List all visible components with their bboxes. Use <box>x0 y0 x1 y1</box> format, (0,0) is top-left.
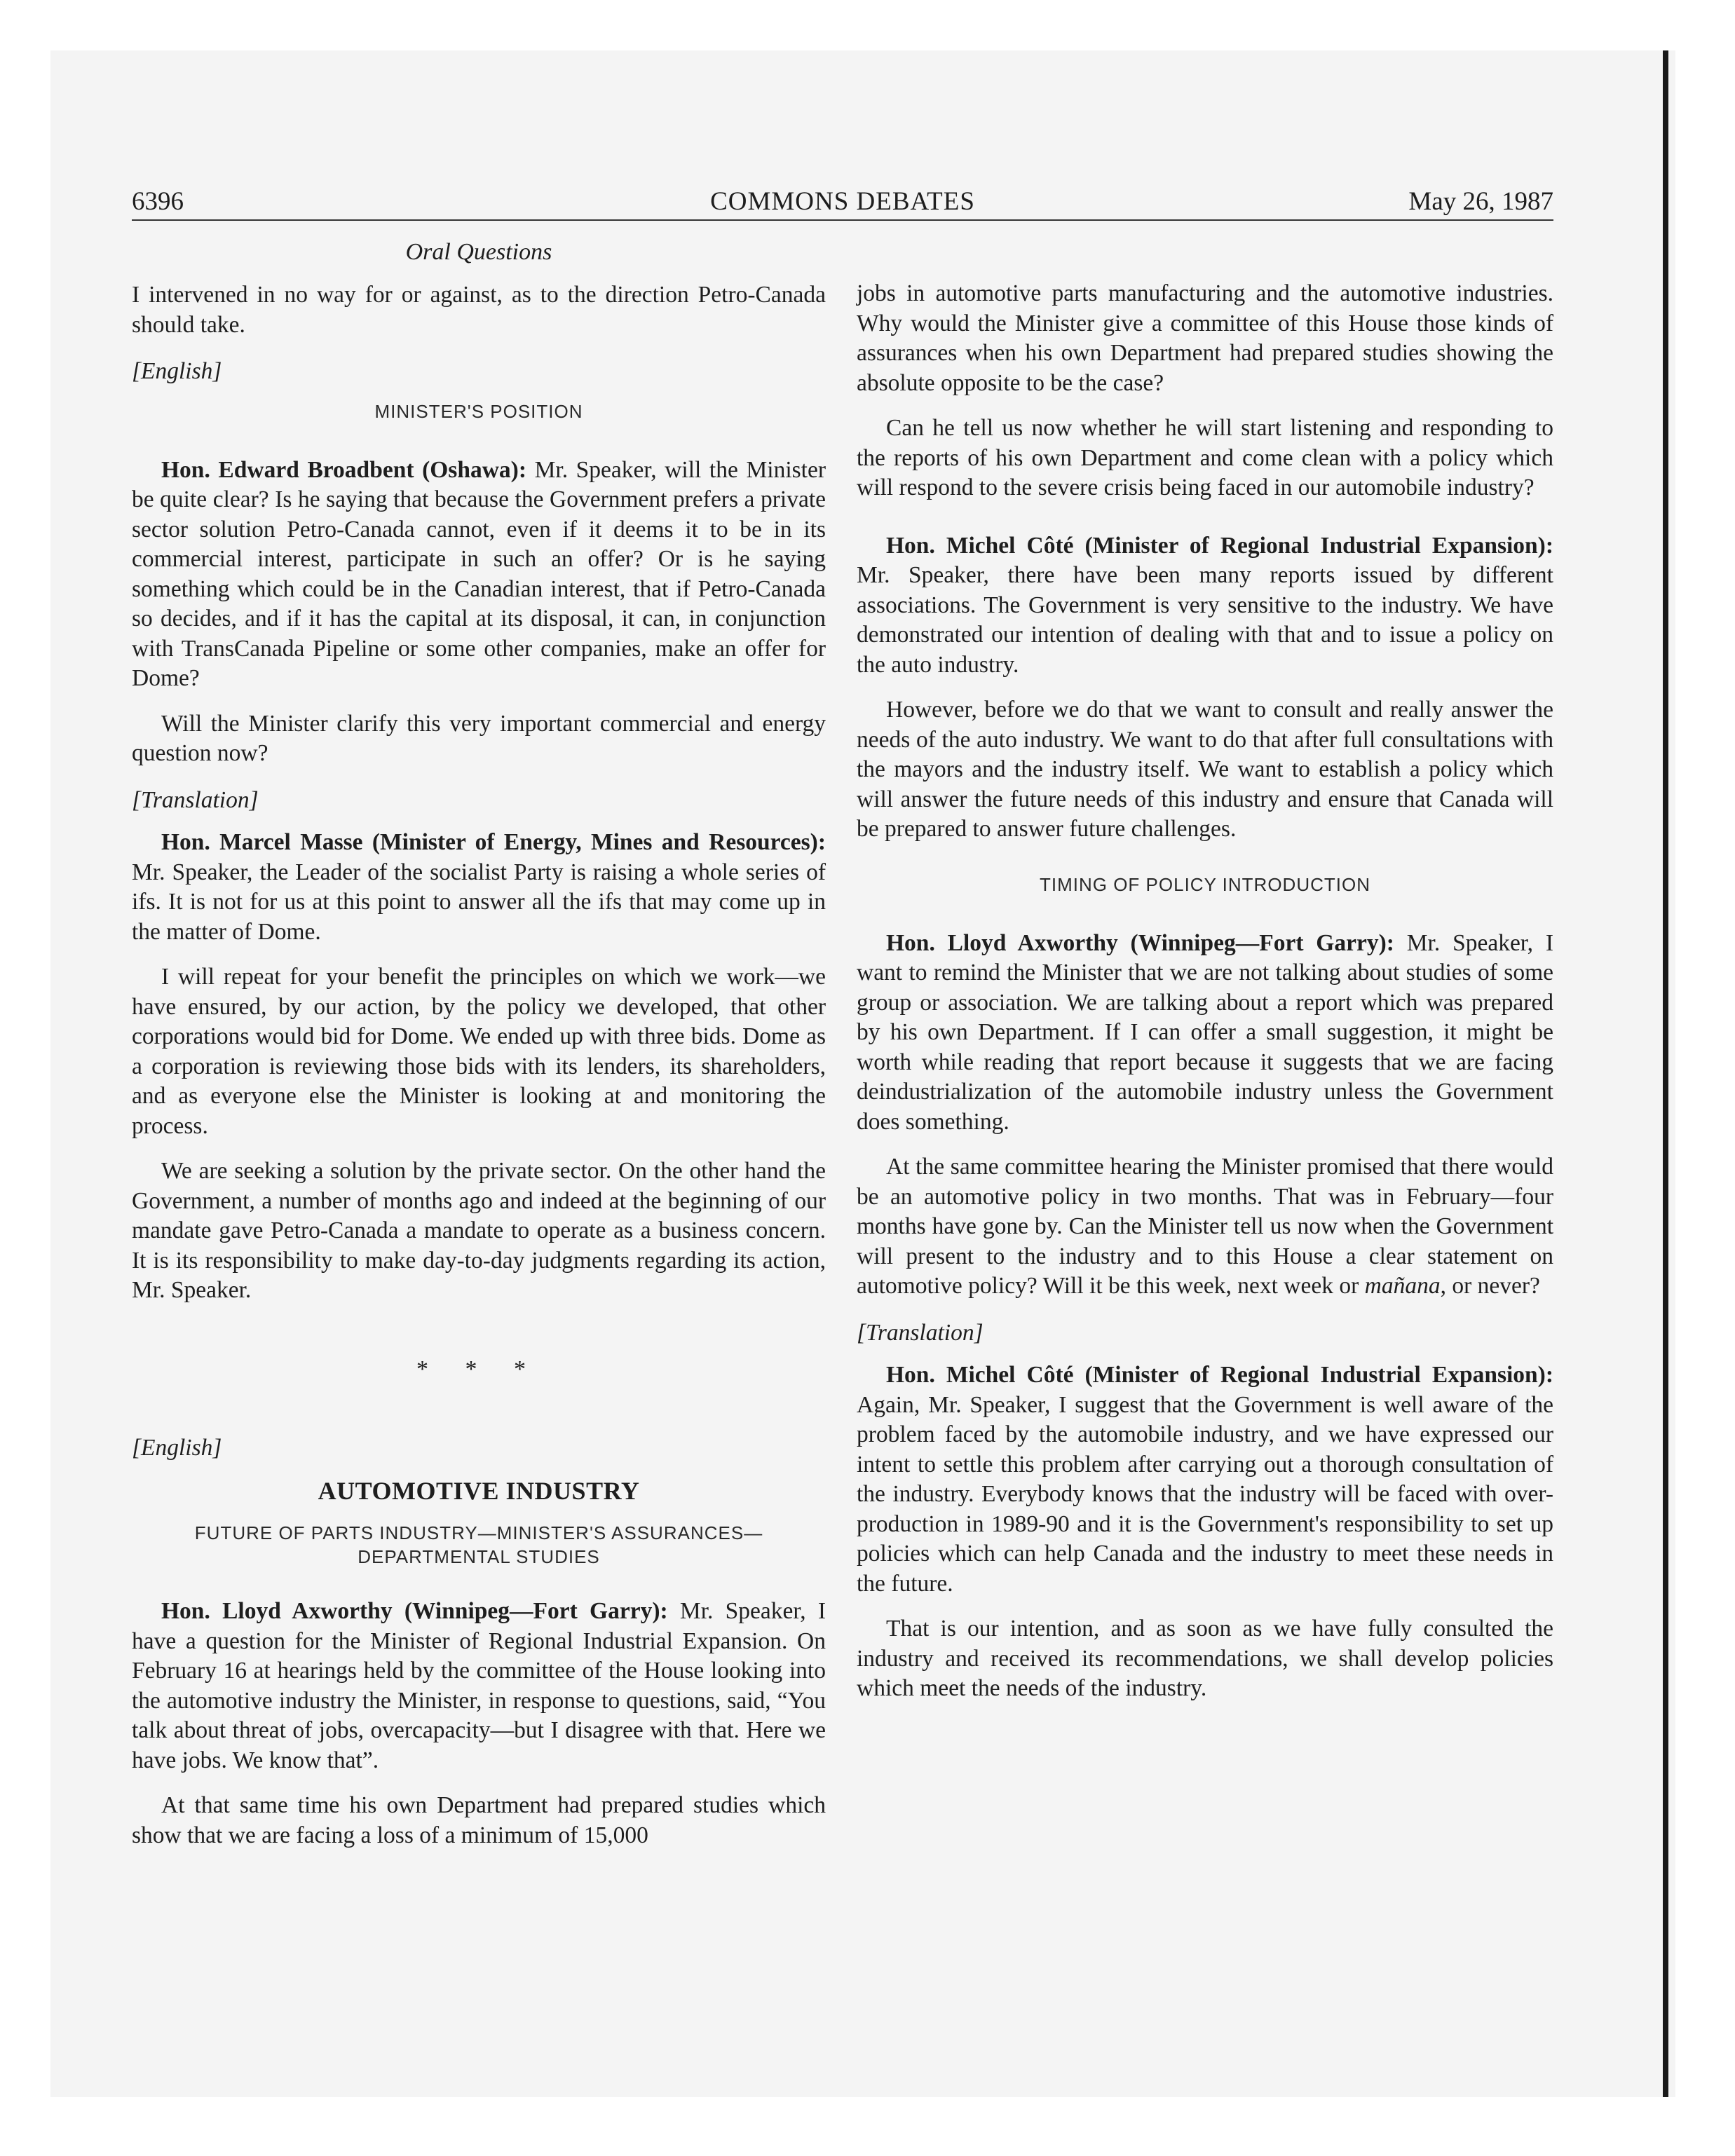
page-header <box>132 180 1553 221</box>
left-column <box>132 237 826 1866</box>
paragraph: I will repeat for your benefit the principles on which we work—we have ensured, by our action, by the policy we developed, that other corporations would bid for Dome. We ended up with three bids. Dome as a corporation is reviewing those bids with its lenders, its shareholders, and as everyone else the Minister is looking at and monitoring the process. <box>132 964 826 1139</box>
paragraph: We are seeking a solution by the private sector. On the other hand the Government, a number of months ago and indeed at the beginning of our mandate gave Petro-Canada a mandate to operate as a business concern. It is its responsibility to make day-to-day judgments regarding its action, Mr. Speaker. <box>132 1158 826 1303</box>
speech-text: Mr. Speaker, the Leader of the socialist Party is raising a whole series of ifs. It is not for us at this point to answer all the ifs that may come up in the matter of Dome. <box>132 859 826 945</box>
paragraph: At that same time his own Department had prepared studies which show that we are facing a loss of a minimum of 15,000 <box>132 1792 826 1848</box>
speech-text: Mr. Speaker, will the Minister be quite clear? Is he saying that because the Government prefers a private sector solution Petro-Canada cannot, even if it deems it to be in its commercial interest, participate in such an offer? Or is he saying something which could be in the Canadian interest, that if Petro-Canada so decides, and if it has the capital at its disposal, it can, in conjunction with TransCanada Pipeline or some other companies, make an offer for Dome? <box>132 456 826 691</box>
section-title: Oral Questions <box>405 239 552 265</box>
paragraph: jobs in automotive parts manufacturing and the automotive industries. Why would the Minister give a committee of this House those kinds of assurances when his own Department had prepared studies showing the absolute opposite to be the case? <box>857 280 1553 396</box>
language-note: [English] <box>132 1435 222 1461</box>
paragraph <box>857 1360 1553 1599</box>
speaker-name: Hon. Michel Côté (Minister of Regional Industrial Expansion): <box>886 532 1553 559</box>
publication-title: COMMONS DEBATES <box>710 187 975 216</box>
speaker-name: Hon. Edward Broadbent (Oshawa): <box>161 456 526 483</box>
paragraph: Will the Minister clarify this very important commercial and energy question now? <box>132 710 826 766</box>
language-note: [Translation] <box>132 786 259 813</box>
page-date: May 26, 1987 <box>1408 187 1553 216</box>
subheading: TIMING OF POLICY INTRODUCTION <box>1040 873 1370 895</box>
section-separator: * * * <box>416 1356 541 1382</box>
speech-text: At the same committee hearing the Minister promised that there would be an automotive policy in two months. That was in February—four months have gone by. Can the Minister tell us now when the Government will present to the industry and to this House a clear statement on automotive policy? Will it be this week, next week or <box>857 1154 1553 1299</box>
subheading <box>132 1521 826 1569</box>
paragraph <box>857 929 1553 1138</box>
italic-word: mañana <box>1364 1273 1441 1299</box>
speech-text: Mr. Speaker, I want to remind the Minister that we are not talking about studies of some group or association. We are talking about a report which was prepared by his own Department. If I can offer a small suggestion, it might be worth while reading that report because it suggests that we are facing deindustrialization of the automobile industry unless the Government does something. <box>857 929 1553 1135</box>
paragraph: However, before we do that we want to consult and really answer the needs of the auto industry. We want to do that after full consultations with the mayors and the industry itself. We want to establish a policy which will answer the future needs of this industry and ensure that Canada will be prepared to answer future challenges. <box>857 697 1553 842</box>
speaker-name: Hon. Lloyd Axworthy (Winnipeg—Fort Garry): <box>161 1598 668 1624</box>
page-number: 6396 <box>132 187 184 216</box>
speaker-name: Hon. Michel Côté (Minister of Regional Industrial Expansion): <box>886 1362 1553 1388</box>
paragraph <box>132 1597 826 1775</box>
speech-text: Again, Mr. Speaker, I suggest that the Government is well aware of the problem faced by the automobile industry, and we have expressed our intent to settle this problem after carrying out a thorough consultation of the industry. Everybody knows that the industry will be faced with over-production in 1989-90 and it is the Government's responsibility to set up policies which can help Canada and the industry to meet these needs in the future. <box>857 1391 1553 1597</box>
language-note: [Translation] <box>857 1319 984 1346</box>
paragraph: I intervened in no way for or against, as to the direction Petro-Canada should take. <box>132 282 826 338</box>
right-column <box>857 279 1553 1719</box>
subheading-line: FUTURE OF PARTS INDUSTRY—MINISTER'S ASSURANCES— <box>194 1522 763 1543</box>
paragraph <box>857 1152 1553 1302</box>
speech-text: Mr. Speaker, there have been many reports issued by different associations. The Government is very sensitive to the industry. We have demonstrated our intention of dealing with that and to issue a policy on the auto industry. <box>857 562 1553 678</box>
paragraph <box>132 828 826 947</box>
paragraph <box>132 456 826 694</box>
paragraph: Can he tell us now whether he will start listening and responding to the reports of his own Department and come clean with a policy which will respond to the severe crisis being faced in our automobile industry? <box>857 415 1553 500</box>
paragraph: That is our intention, and as soon as we have fully consulted the industry and received its recommendations, we shall develop policies which meet the needs of the industry. <box>857 1616 1553 1701</box>
speaker-name: Hon. Marcel Masse (Minister of Energy, Mines and Resources): <box>161 829 826 855</box>
subheading: MINISTER'S POSITION <box>374 400 583 422</box>
speech-text: , or never? <box>1440 1273 1540 1299</box>
language-note: [English] <box>132 358 222 384</box>
subheading-line: DEPARTMENTAL STUDIES <box>358 1546 600 1567</box>
speaker-name: Hon. Lloyd Axworthy (Winnipeg—Fort Garry): <box>886 929 1394 956</box>
scan-edge <box>1663 50 1668 2097</box>
paragraph <box>857 531 1553 681</box>
main-heading: AUTOMOTIVE INDUSTRY <box>318 1476 640 1505</box>
speech-text: Mr. Speaker, I have a question for the Minister of Regional Industrial Expansion. On February 16 at hearings held by the committee of the House looking into the automotive industry the Minister, in response to questions, said, “You talk about threat of jobs, overcapacity—but I disagree with that. Here we have jobs. We know that”. <box>132 1598 826 1773</box>
